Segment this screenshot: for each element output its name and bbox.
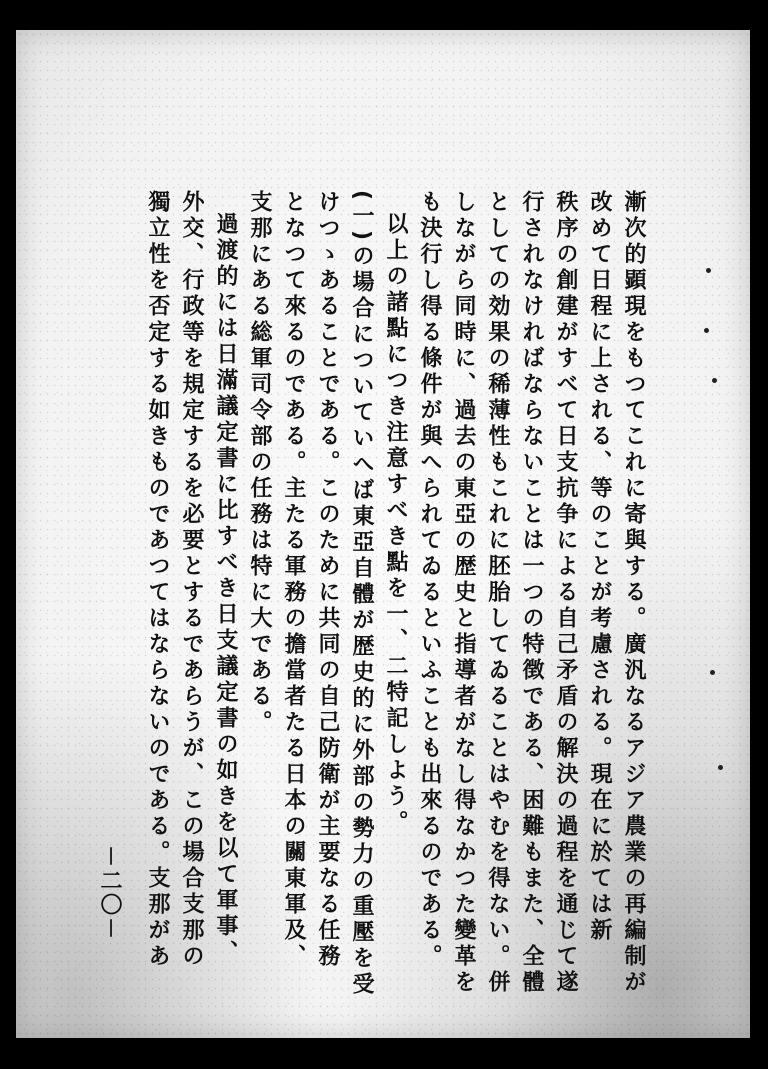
text-line-1: 漸次的顕現をもつてこれに寄與する。廣汎なるアジア農業の再編制が — [621, 190, 646, 996]
text-line-13: 過渡的には日滿議定書に比すべき日支議定書の如きを以て軍事、 — [213, 212, 238, 966]
text-line-4: 行されなければならないことは一つの特徴である、困難もまた、全體 — [519, 190, 544, 996]
text-line-7: も決行し得る條件が與へられてゐるといふことも出來るのである。 — [417, 190, 442, 970]
text-line-6: しながら同時に、過去の東亞の歴史と指導者がなし得なかつた變革を — [451, 190, 476, 996]
page-number: －二〇－ — [97, 845, 122, 942]
text-line-15: 獨立性を否定する如きものであつてはならないのである。支那があ — [145, 190, 170, 970]
ink-speck — [718, 765, 723, 770]
text-line-10: けつゝあることである。このために共同の自己防衛が主要なる任務 — [315, 190, 340, 970]
text-line-3: 秩序の創建がすべて日支抗争による自己矛盾の解決の過程を通じて遂 — [553, 190, 578, 996]
text-line-5: としての効果の稀薄性もこれに胚胎してゐることはやむを得ない。併 — [485, 190, 510, 996]
paper-sheet — [16, 30, 750, 1038]
text-line-14: 外交、行政等を規定するを必要とするであらうが、この場合支那の — [179, 190, 204, 970]
ink-speck — [712, 378, 717, 383]
text-line-11: となつて來るのである。主たる軍務の擔當者たる日本の關東軍及、 — [281, 190, 306, 970]
text-line-8: 以上の諸點につき注意すべき點を一、二特記しよう。 — [383, 212, 408, 836]
vertical-text-block — [140, 190, 650, 999]
text-line-9: (一)の場合についていへば東亞自體が歴史的に外部の勢力の重壓を受 — [349, 190, 374, 999]
text-line-12: 支那にある総軍司令部の任務は特に大である。 — [247, 190, 272, 736]
ink-speck — [710, 670, 715, 675]
ink-speck — [706, 268, 711, 273]
ink-speck — [704, 328, 709, 333]
text-line-2: 改めて日程に上される、等のことが考慮される。現在に於ては新 — [587, 190, 612, 944]
